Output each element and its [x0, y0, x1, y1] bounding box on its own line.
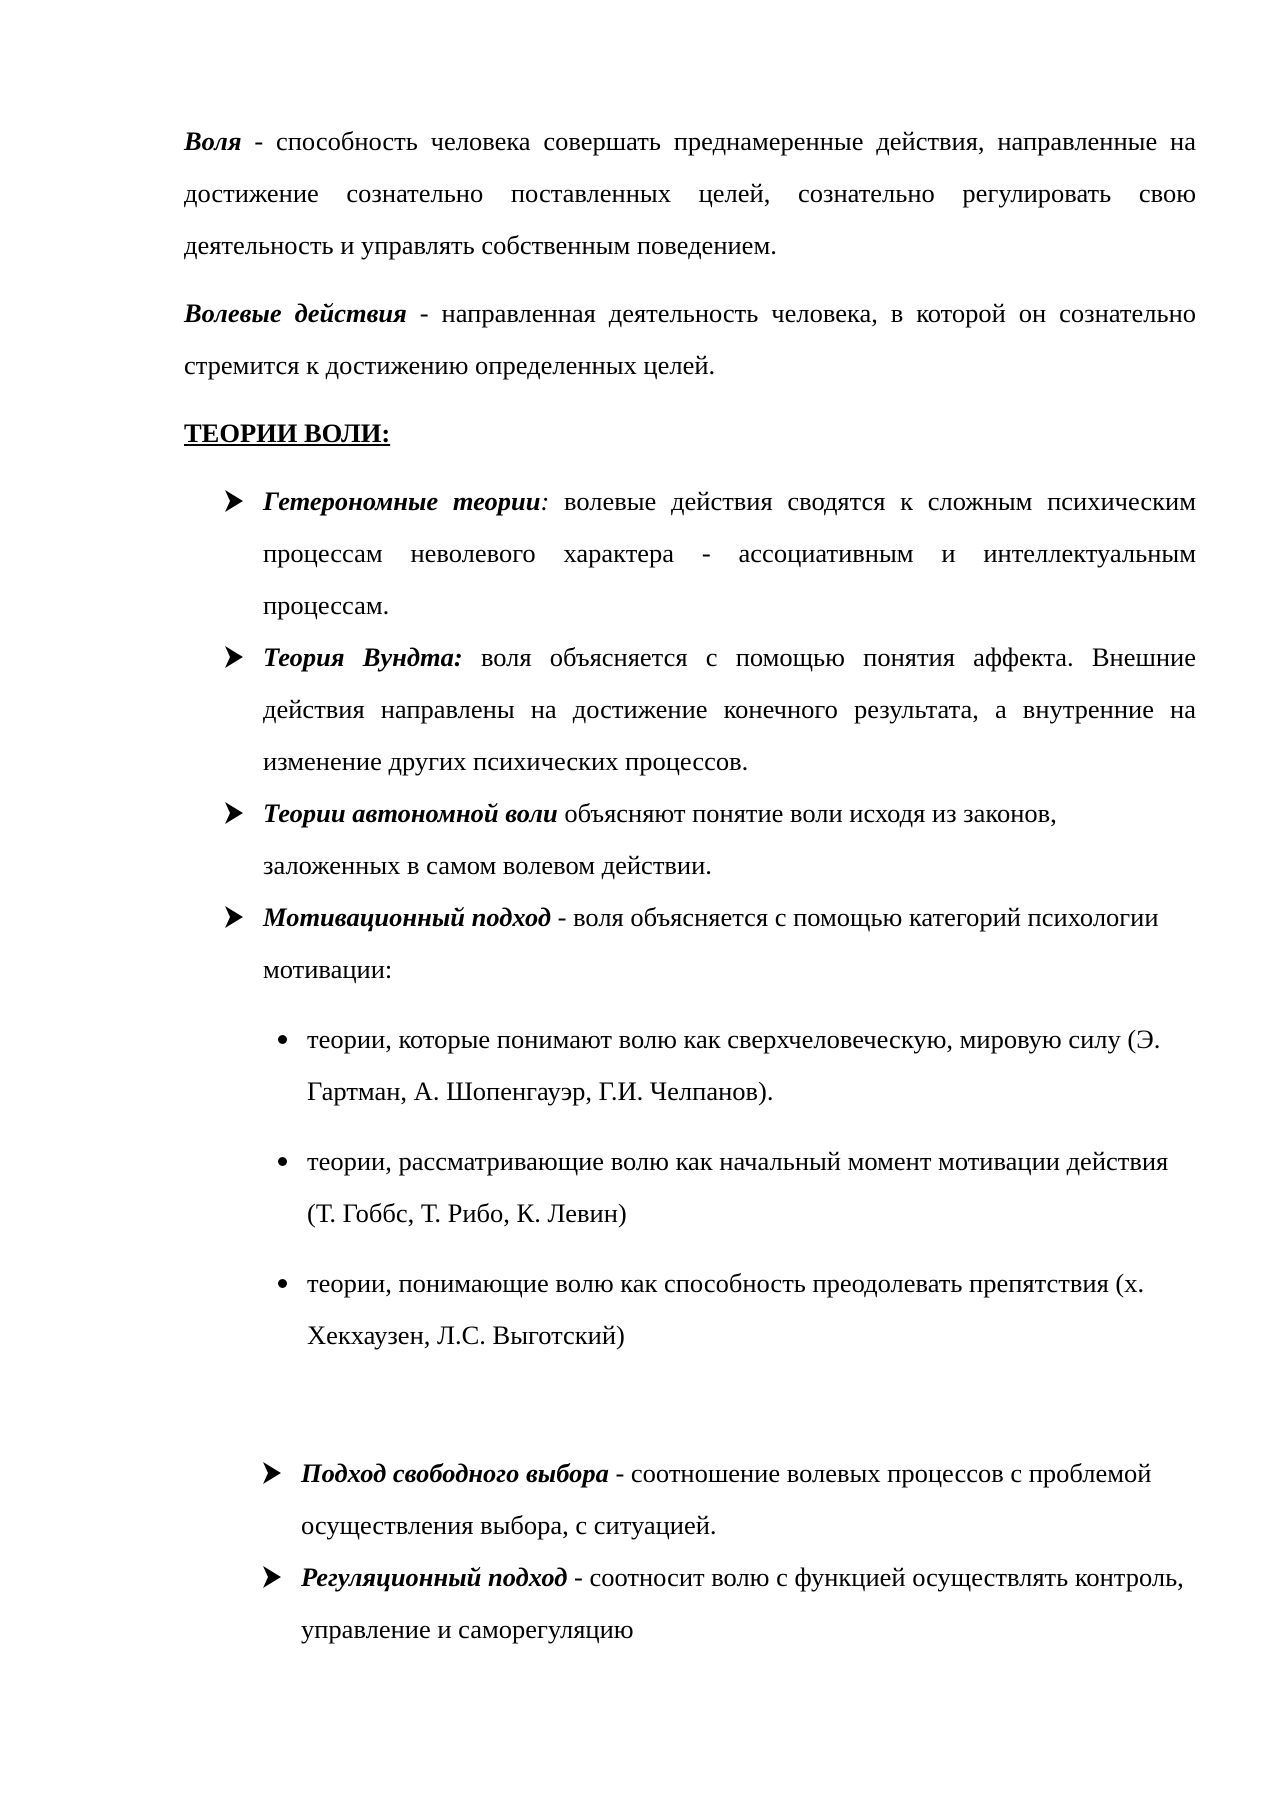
list-item [184, 1013, 1196, 1117]
motivation-list [184, 1013, 1196, 1361]
theory-text: волевые действия сводятся к сложным психическим процессам неволевого характера - ассоциативным и интеллектуальным процессам. [263, 486, 1196, 620]
theory-text: - воля объясняется с помощью категорий психологии мотивации: [263, 902, 1159, 984]
approach-term: Регуляционный подход [301, 1562, 568, 1592]
arrow-bullet-icon [224, 905, 244, 929]
definition-term: Воля [184, 126, 242, 156]
theory-term: Теории автономной воли [263, 798, 558, 828]
list-item [184, 631, 1196, 787]
definition-text: - направленная деятельность человека, в которой он сознательно стремится к достижению определенных целей. [184, 298, 1196, 380]
dot-bullet-icon [278, 1035, 287, 1044]
theory-separator: : [540, 486, 550, 516]
approach-term: Подход свободного выбора [301, 1458, 609, 1488]
document-page [184, 115, 1196, 1655]
motivation-item-text: теории, которые понимают волю как сверхчеловеческую, мировую силу (Э. Гартман, А. Шопенгауэр, Г.И. Челпанов). [307, 1024, 1161, 1106]
arrow-bullet-icon [224, 645, 244, 669]
definition-volitional-actions [184, 287, 1196, 391]
approach-text: - соотносит волю с функцией осуществлять контроль, управление и саморегуляцию [301, 1562, 1184, 1644]
arrow-bullet-icon [224, 801, 244, 825]
theory-term: Мотивационный подход [263, 902, 552, 932]
arrow-bullet-icon [262, 1565, 282, 1589]
definition-term: Волевые действия [184, 298, 407, 328]
motivation-item-text: теории, рассматривающие волю как начальный момент мотивации действия (Т. Гоббс, Т. Рибо, К. Левин) [307, 1146, 1169, 1228]
theory-term: Теория Вундта: [263, 642, 463, 672]
theory-text: воля объясняется с помощью понятия аффекта. Внешние действия направлены на достижение конечного результата, а внутренние на изменение других психических процессов. [263, 642, 1196, 776]
motivation-item-text: теории, понимающие волю как способность преодолевать препятствия (х. Хекхаузен, Л.С. Выготский) [307, 1268, 1145, 1350]
approach-text: - соотношение волевых процессов с проблемой осуществления выбора, с ситуацией. [301, 1458, 1152, 1540]
theory-term: Гетерономные теории [263, 486, 541, 516]
list-item [184, 1551, 1196, 1655]
list-item [184, 1135, 1196, 1239]
approaches-list [184, 1447, 1196, 1655]
definition-text: - способность человека совершать преднамеренные действия, направленные на достижение сознательно поставленных целей, сознательно регулировать свою деятельность и управлять собственным поведением. [184, 126, 1196, 260]
list-item [184, 1257, 1196, 1361]
dot-bullet-icon [278, 1157, 287, 1166]
list-item [184, 891, 1196, 995]
definition-will [184, 115, 1196, 271]
list-item [184, 787, 1196, 891]
section-heading: ТЕОРИИ ВОЛИ: [184, 418, 391, 448]
theories-list [184, 475, 1196, 995]
arrow-bullet-icon [262, 1461, 282, 1485]
list-item [184, 1447, 1196, 1551]
theory-text: объясняют понятие воли исходя из законов, заложенных в самом волевом действии. [263, 798, 1057, 880]
arrow-bullet-icon [224, 489, 244, 513]
list-item [184, 475, 1196, 631]
dot-bullet-icon [278, 1279, 287, 1288]
